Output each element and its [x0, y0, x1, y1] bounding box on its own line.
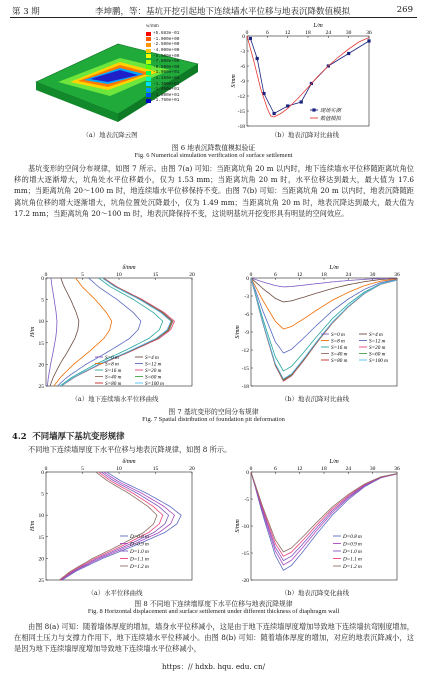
legend-label: S=20 m: [369, 345, 386, 351]
data-point: [256, 57, 259, 60]
x-tick-label: 6: [273, 272, 277, 278]
contour-legend-swatch: [146, 49, 151, 53]
series-line: [250, 39, 369, 114]
x-tick-label: 0: [44, 466, 48, 472]
settlement-contour-image: [28, 22, 208, 127]
x-axis-label: L/m: [329, 459, 339, 465]
x-tick-label: 24: [345, 272, 352, 278]
fig7a-panel: [20, 262, 200, 396]
fig6a-panel: [28, 22, 208, 127]
fig8b-subcaption: （b）地表沉降变化曲线: [281, 589, 349, 597]
legend-label: S=40 m: [331, 351, 348, 358]
y-tick-label: -5: [244, 497, 249, 503]
fig8b-panel: [225, 456, 405, 590]
legend-label: S=8 m: [331, 338, 345, 345]
contour-legend-swatch: [146, 65, 151, 69]
running-title: 李坤鹏，等：基坑开挖引起地下连续墙水平位移与地表沉降数值模拟: [95, 7, 351, 17]
fig6-caption: 图 6 地表沉降数值模拟验证: [171, 144, 256, 152]
legend-label: S=20 m: [145, 368, 162, 374]
legend-label: D=1.1 m: [130, 556, 149, 563]
legend-label: S=80 m: [331, 358, 348, 364]
legend-label: S=4 m: [369, 332, 383, 338]
y-tick-label: -3: [244, 294, 249, 300]
y-tick-label: -6: [244, 312, 249, 318]
y-tick-label: -18: [241, 384, 249, 390]
y-tick-label: -15: [237, 109, 245, 115]
y-tick-label: 20: [38, 556, 44, 563]
legend-label: S=60 m: [145, 374, 162, 381]
y-axis-label: H/m: [30, 326, 36, 338]
legend-label: S=80 m: [105, 381, 122, 387]
x-tick-label: 5: [81, 466, 84, 472]
x-axis-label: L/m: [329, 265, 339, 271]
y-tick-label: -3: [240, 49, 245, 55]
contour-legend-label: -1.450e+01: [153, 87, 180, 93]
contour-legend-label: -1.600e+01: [153, 92, 180, 98]
fig7a-subcaption: （a）地下连续墙水平位移曲线: [71, 395, 159, 403]
contour-legend-swatch: [146, 77, 151, 81]
legend-label: S=0 m: [105, 355, 119, 361]
y-axis-label: S/mm: [231, 74, 237, 88]
y-tick-label: -9: [244, 330, 249, 336]
x-tick-label: 15: [152, 466, 159, 472]
x-tick-label: 20: [189, 272, 195, 278]
legend-label: D=0.9 m: [130, 541, 149, 548]
y-tick-label: 25: [38, 578, 44, 584]
data-point: [273, 112, 276, 115]
fig6b-chart: [225, 22, 375, 132]
fig6a-subcaption: （a）地表沉降云图: [82, 131, 138, 139]
x-tick-label: 0: [249, 272, 253, 278]
legend-label: D=1.2 m: [343, 564, 362, 570]
x-tick-label: 30: [369, 272, 376, 278]
contour-legend-label: -1.000e+00: [153, 36, 180, 42]
contour-legend-swatch: [146, 32, 151, 36]
x-tick-label: 10: [116, 272, 122, 278]
y-axis-label: H/m: [30, 520, 36, 532]
y-tick-label: 15: [38, 340, 44, 347]
plot-frame: [251, 472, 397, 580]
legend-label: S=8 m: [105, 361, 119, 368]
y-tick-label: -15: [241, 551, 249, 557]
legend-label: D=1.1 m: [343, 556, 362, 563]
x-tick-label: 0: [44, 272, 48, 278]
contour-legend-label: +5.683e-01: [153, 31, 180, 37]
x-tick-label: 18: [305, 30, 311, 36]
fig6b-panel: [225, 22, 375, 136]
y-axis-label: S/mm: [235, 519, 241, 533]
legend-marker: [312, 108, 315, 111]
y-tick-label: 0: [41, 470, 44, 476]
data-point: [347, 52, 350, 55]
legend-label: S=16 m: [331, 345, 348, 351]
legend-label: S=100 m: [145, 381, 164, 387]
fig8-caption-en: Fig. 8 Horizontal displacement and surface settlement under different thickness of diaphragm wall: [87, 608, 340, 615]
x-tick-label: 6: [265, 30, 269, 36]
x-tick-label: 15: [152, 272, 159, 278]
fig8-caption: 图 8 不同地下连续墙厚度下水平位移与地表沉降规律: [134, 600, 293, 608]
series-line: [251, 472, 397, 570]
legend-label: D=0.8 m: [343, 534, 362, 540]
y-tick-label: -18: [237, 124, 245, 130]
fig8a-panel: [20, 456, 200, 590]
x-tick-label: 12: [296, 466, 303, 472]
contour-legend-label: -8.500e+00: [153, 64, 180, 70]
x-axis-label: L/m: [313, 23, 323, 29]
series-line: [247, 36, 369, 117]
data-point: [367, 39, 370, 42]
y-tick-label: 0: [242, 34, 245, 40]
header-rule: [10, 17, 417, 18]
series-line: [251, 278, 397, 381]
contour-legend-label: -1.000e+01: [153, 70, 180, 76]
series-line: [251, 278, 397, 381]
contour-legend-swatch: [146, 60, 151, 64]
x-tick-label: 30: [345, 30, 352, 36]
x-tick-label: 24: [325, 30, 332, 36]
paragraph-fig7-description: 基坑变形的空间分布规律，如图 7 所示。由图 7(a) 可知：当距离坑角 20 m 以内时，地下连续墙水平位移随距离坑角位移的增大逐渐增大，坑角处水平位移最小，仅为 1.53 mm；当距离坑角 20 m 时，水平位移达到最大，最大值为 17.6 mm；当距离坑角 20～100 m 时，地连续墙水平位移保持不变。由图 7(b) 可知：当距离坑角 20 m 以内时，地表沉降随距离坑角位移的增大逐渐增大，坑角位置处沉降最小，仅为 1.49 mm；当距离坑角 20 m 时，地表沉降达到最大，最大值为 17.2 mm；当距离坑角 20～100 m 时，地表沉降保持不变，这说明基坑开挖变形具有明显的空间效应。: [14, 164, 414, 218]
y-tick-label: 0: [246, 470, 249, 476]
legend-label: D=0.9 m: [343, 541, 362, 548]
issue-number: 第 3 期: [12, 7, 40, 17]
contour-legend-label: -1.300e+01: [153, 81, 180, 87]
contour-legend-label: -7.000e+00: [153, 59, 180, 65]
x-tick-label: 36: [394, 272, 400, 278]
x-tick-label: 6: [273, 466, 277, 472]
footer-url[interactable]: https：// hdxb. hqu. edu. cn/: [161, 662, 266, 671]
contour-legend-label: -1.760e+01: [153, 98, 180, 104]
x-tick-label: 0: [249, 466, 253, 472]
legend-label: S=0 m: [331, 332, 345, 338]
fig7-caption-en: Fig. 7 Spatial distribution of foundation pit deformation: [142, 416, 285, 423]
contour-legend-label: -2.500e+00: [153, 42, 180, 48]
x-tick-label: 18: [321, 466, 327, 472]
y-tick-label: -6: [240, 64, 245, 70]
legend-label: S=12 m: [369, 338, 386, 345]
fig7-caption: 图 7 基坑变形的空间分布规律: [168, 408, 259, 416]
contour-legend-title: w/mm: [146, 24, 159, 29]
x-tick-label: 10: [116, 466, 122, 472]
y-tick-label: -12: [237, 94, 245, 100]
contour-legend-entry: [146, 98, 179, 104]
legend-label: S=12 m: [145, 361, 162, 368]
series-line: [54, 278, 112, 386]
legend-label: S=40 m: [105, 374, 122, 381]
legend-label: 现场实测: [320, 108, 341, 114]
y-tick-label: 5: [41, 297, 44, 304]
x-tick-label: 12: [296, 272, 303, 278]
y-tick-label: -15: [241, 366, 249, 372]
x-tick-label: 36: [394, 466, 400, 472]
plot-frame: [247, 36, 369, 126]
contour-legend-swatch: [146, 43, 151, 47]
x-axis-label: δ/mm: [122, 265, 136, 271]
y-tick-label: 10: [38, 319, 44, 326]
y-tick-label: 20: [38, 362, 44, 369]
y-tick-label: 25: [38, 384, 44, 390]
plot-frame: [46, 472, 192, 580]
y-tick-label: 5: [41, 491, 44, 498]
x-tick-label: 18: [321, 272, 327, 278]
series-line: [61, 472, 174, 580]
fig7b-panel: [225, 262, 405, 396]
y-tick-label: -10: [241, 524, 249, 530]
fig6-caption-en: Fig. 6 Numerical simulation verification of surface settlement: [134, 152, 293, 159]
fig6b-subcaption: （b）地表沉降对比曲线: [271, 131, 339, 139]
series-line: [47, 278, 57, 386]
x-tick-label: 36: [366, 30, 372, 36]
data-point: [249, 37, 252, 40]
paragraph-fig8-analysis: 由图 8(a) 可知：随着墙体厚度的增加，墙身水平位移减小，这是由于地下连续墙厚度增加导致地下连续墙抗弯刚度增加，在相同土压力与支撑力作用下，地下连续墙水平位移减小。由图 8(b) 可知：随着墙体厚度的增加，对应的地表沉降减小，这是因为地下连续墙厚度增加导致地下连续墙水平位移减小，: [14, 622, 414, 654]
data-point: [300, 100, 303, 103]
series-line: [62, 472, 181, 580]
contour-legend-swatch: [146, 88, 151, 92]
y-tick-label: -20: [241, 578, 249, 584]
contour-legend-label: -5.500e+00: [153, 53, 180, 59]
contour-legend-label: -1.150e+01: [153, 76, 180, 82]
contour-legend-swatch: [146, 93, 151, 97]
x-axis-label: δ/mm: [122, 459, 136, 465]
section-title: 不同墙厚下基坑变形规律: [32, 431, 125, 441]
contour-legend: [146, 31, 179, 104]
fig7b-subcaption: （b）地表沉降对比曲线: [281, 395, 349, 403]
fig8b-chart: [225, 456, 405, 586]
series-line: [251, 278, 397, 380]
series-line: [251, 278, 397, 302]
x-tick-label: 12: [284, 30, 291, 36]
contour-legend-swatch: [146, 82, 151, 86]
y-axis-label: S/mm: [235, 325, 241, 339]
contour-legend-label: -4.000e+00: [153, 48, 180, 54]
fig8a-chart: [20, 456, 200, 586]
x-tick-label: 30: [369, 466, 376, 472]
x-tick-label: 20: [189, 466, 195, 472]
legend-label: S=60 m: [369, 351, 386, 358]
y-tick-label: -9: [240, 79, 245, 85]
legend-label: D=1.0 m: [130, 549, 149, 555]
fig7b-chart: [225, 262, 405, 392]
series-line: [251, 278, 397, 329]
legend-label: D=1.0 m: [343, 549, 362, 555]
y-tick-label: 10: [38, 513, 44, 520]
contour-legend-swatch: [146, 37, 151, 41]
x-tick-label: 0: [245, 30, 249, 36]
legend-label: S=4 m: [145, 355, 159, 361]
x-tick-label: 5: [81, 272, 84, 278]
page-number: 269: [396, 5, 413, 15]
series-line: [50, 278, 79, 386]
series-line: [61, 472, 169, 580]
paragraph-fig8-intro: 不同地下连续墙厚度下水平位移与地表沉降规律，如图 8 所示。: [28, 445, 232, 454]
contour-legend-swatch: [146, 99, 151, 103]
fig7a-chart: [20, 262, 200, 392]
section-number: 4.2: [12, 431, 27, 441]
series-line: [251, 472, 397, 565]
y-tick-label: -12: [241, 348, 249, 354]
y-tick-label: 15: [38, 534, 44, 541]
legend-label: S=100 m: [369, 358, 388, 364]
y-tick-label: 0: [41, 276, 44, 282]
contour-legend-swatch: [146, 71, 151, 75]
legend-label: 数值模拟: [320, 116, 341, 122]
legend-label: S=16 m: [105, 368, 122, 374]
x-tick-label: 24: [345, 466, 352, 472]
y-tick-label: 0: [246, 276, 249, 282]
legend-label: D=1.2 m: [130, 564, 149, 570]
legend-label: D=0.8 m: [130, 534, 149, 540]
section-heading: [12, 430, 125, 442]
fig8a-subcaption: （a）水平位移曲线: [87, 589, 143, 597]
contour-legend-swatch: [146, 54, 151, 58]
